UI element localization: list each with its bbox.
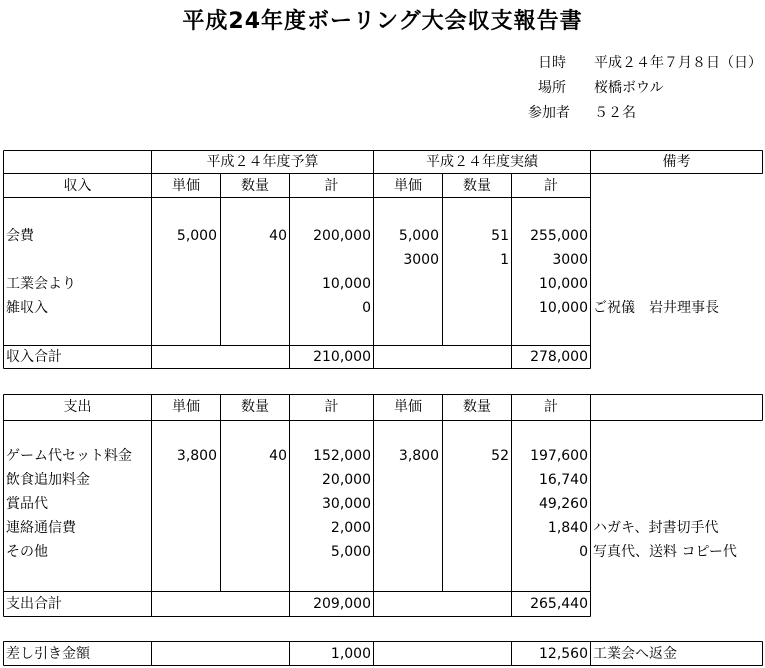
income-actual-total: 10,000 — [539, 300, 588, 316]
expense-actual-total: 0 — [579, 544, 588, 560]
budget-total-header: 計 — [324, 178, 339, 194]
expense-actual-unit-price-header: 単価 — [394, 399, 422, 415]
expense-budget-total-header: 計 — [324, 399, 339, 415]
expense-item: 連絡通信費 — [6, 520, 76, 536]
expense-total-label: 支出合計 — [6, 596, 62, 612]
income-header: 収入 — [63, 178, 92, 194]
income-item: 雑収入 — [6, 300, 48, 316]
expense-actual-total: 49,260 — [539, 496, 588, 512]
expense-actual-total: 16,740 — [539, 472, 588, 488]
income-actual-total: 10,000 — [539, 276, 588, 292]
attendees-label: 参加者 — [528, 105, 570, 121]
expense-budget-unit-price-header: 単価 — [172, 399, 200, 415]
expense-actual-total-header: 計 — [544, 399, 558, 415]
balance-note: 工業会へ返金 — [593, 646, 677, 662]
expense-budget-total: 2,000 — [330, 520, 371, 536]
income-actual-quantity: 1 — [500, 252, 509, 268]
place-value: 桜橋ボウル — [594, 80, 664, 96]
balance-label: 差し引き金額 — [6, 646, 90, 662]
budget-unit-price-header: 単価 — [172, 178, 200, 194]
expense-actual-quantity: 52 — [491, 448, 509, 464]
notes-header: 備考 — [662, 154, 691, 170]
expense-actual-grand-total: 265,440 — [530, 596, 588, 612]
income-actual-quantity: 51 — [491, 228, 509, 244]
income-budget-total: 0 — [362, 300, 371, 316]
balance-budget: 1,000 — [330, 646, 371, 662]
date-value: 平成２４年７月８日（日） — [594, 55, 762, 71]
actual-group-header: 平成２４年度実績 — [426, 154, 538, 170]
expense-item: 飲食追加料金 — [6, 472, 90, 488]
expense-header: 支出 — [63, 399, 92, 415]
income-item: 会費 — [6, 228, 34, 244]
report-title: 平成24年度ボーリング大会収支報告書 — [182, 9, 583, 34]
expense-budget-total: 152,000 — [313, 448, 371, 464]
expense-actual-total: 1,840 — [547, 520, 588, 536]
expense-note: ハガキ、封書切手代 — [593, 520, 719, 536]
expense-budget-total: 20,000 — [322, 472, 371, 488]
income-budget-grand-total: 210,000 — [313, 349, 371, 365]
income-note: ご祝儀 岩井理事長 — [593, 300, 719, 316]
expense-item: ゲーム代セット料金 — [6, 448, 132, 464]
expense-budget-total: 30,000 — [322, 496, 371, 512]
income-budget-unit-price: 5,000 — [176, 228, 217, 244]
expense-item: その他 — [6, 544, 48, 560]
budget-quantity-header: 数量 — [241, 178, 269, 194]
expense-actual-total: 197,600 — [530, 448, 588, 464]
actual-quantity-header: 数量 — [463, 178, 491, 194]
expense-item: 賞品代 — [6, 496, 48, 512]
expense-budget-grand-total: 209,000 — [313, 596, 371, 612]
income-item: 工業会より — [6, 276, 76, 292]
expense-budget-total: 5,000 — [330, 544, 371, 560]
expense-actual-quantity-header: 数量 — [463, 399, 491, 415]
income-budget-total: 200,000 — [313, 228, 371, 244]
expense-budget-quantity-header: 数量 — [241, 399, 269, 415]
income-actual-total: 3000 — [552, 252, 588, 268]
income-actual-total: 255,000 — [530, 228, 588, 244]
expense-note: 写真代、送料 コピー代 — [593, 544, 737, 560]
income-actual-unit-price: 3000 — [403, 252, 439, 268]
income-actual-grand-total: 278,000 — [530, 349, 588, 365]
income-actual-unit-price: 5,000 — [398, 228, 439, 244]
actual-total-header: 計 — [544, 178, 558, 194]
balance-actual: 12,560 — [539, 646, 588, 662]
place-label: 場所 — [538, 80, 566, 96]
expense-actual-unit-price: 3,800 — [398, 448, 439, 464]
income-total-label: 収入合計 — [6, 349, 62, 365]
date-label: 日時 — [538, 55, 566, 71]
actual-unit-price-header: 単価 — [394, 178, 422, 194]
expense-budget-quantity: 40 — [269, 448, 287, 464]
income-budget-quantity: 40 — [269, 228, 287, 244]
budget-group-header: 平成２４年度予算 — [206, 154, 319, 170]
income-budget-total: 10,000 — [322, 276, 371, 292]
attendees-value: ５２名 — [594, 105, 636, 121]
expense-budget-unit-price: 3,800 — [176, 448, 217, 464]
